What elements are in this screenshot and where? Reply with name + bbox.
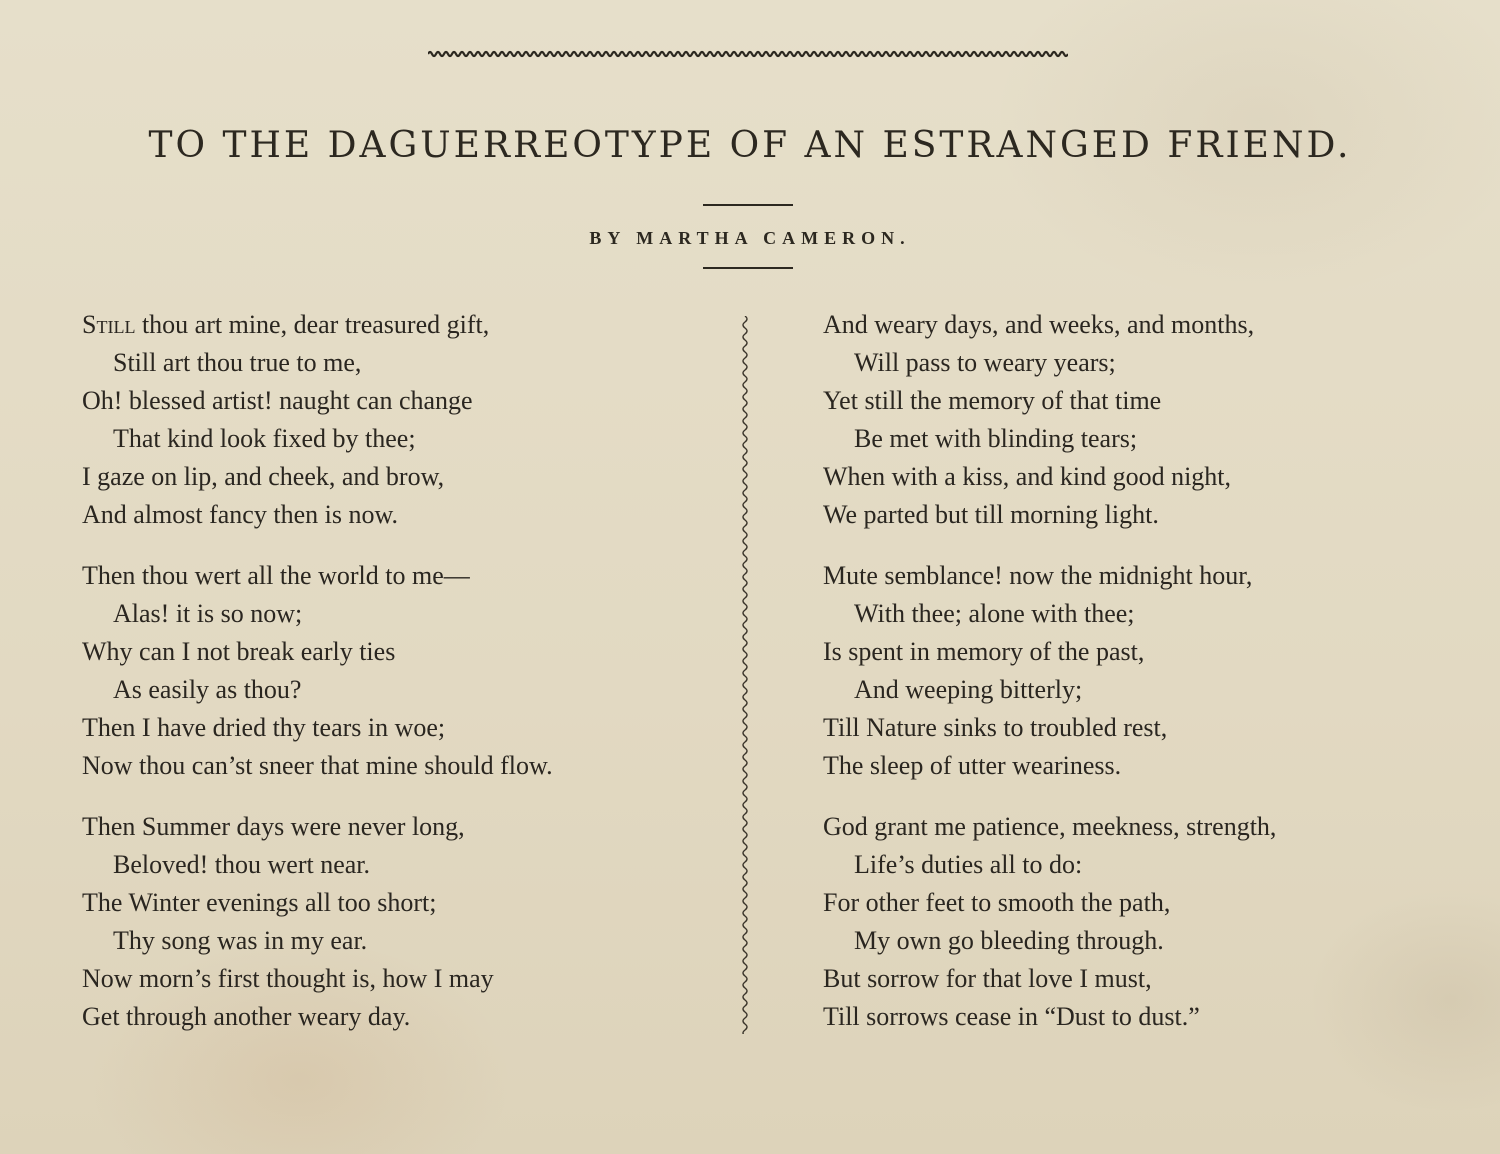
poem-line: As easily as thou? — [113, 675, 302, 704]
wavy-ornamental-rule — [428, 46, 1068, 62]
poem-line: Mute semblance! now the midnight hour, — [823, 561, 1253, 590]
poem-line: Be met with blinding tears; — [854, 424, 1138, 453]
poem-opening-word: Still — [82, 310, 136, 339]
poem-line: When with a kiss, and kind good night, — [823, 462, 1232, 491]
poem-byline: BY MARTHA CAMERON. — [589, 228, 911, 248]
column-divider-wavy-line — [738, 316, 752, 1034]
poem-line: The sleep of utter weariness. — [823, 751, 1122, 780]
poem-line: Get through another weary day. — [82, 1002, 411, 1031]
poem-line: Is spent in memory of the past, — [823, 637, 1145, 666]
poem-line: We parted but till morning light. — [823, 500, 1159, 529]
poem-line: Thy song was in my ear. — [113, 926, 368, 955]
poem-line: That kind look fixed by thee; — [113, 424, 416, 453]
poem-line: With thee; alone with thee; — [854, 599, 1135, 628]
poem-line: Then I have dried thy tears in woe; — [82, 713, 446, 742]
poem-line: And weeping bitterly; — [854, 675, 1083, 704]
poem-line: And almost fancy then is now. — [82, 500, 399, 529]
stanza — [823, 306, 1473, 534]
poem-line: For other feet to smooth the path, — [823, 888, 1171, 917]
poem-line: Alas! it is so now; — [113, 599, 303, 628]
poem-line: Till sorrows cease in “Dust to dust.” — [823, 1002, 1200, 1031]
stanza — [82, 557, 732, 785]
poem-line: The Winter evenings all too short; — [82, 888, 437, 917]
poem-line: Will pass to weary years; — [854, 348, 1116, 377]
poem-line: Then Summer days were never long, — [82, 812, 465, 841]
poem-line: Why can I not break early ties — [82, 637, 396, 666]
poem-line: Now thou can’st sneer that mine should flow. — [82, 751, 553, 780]
poem-left-column — [82, 306, 732, 1059]
title-divider-rule — [703, 204, 793, 206]
byline-divider-rule — [703, 267, 793, 269]
stanza — [823, 557, 1473, 785]
poem-line — [82, 306, 732, 344]
poem-line: Life’s duties all to do: — [854, 850, 1083, 879]
poem-line: Then thou wert all the world to me— — [82, 561, 470, 590]
poem-line: Now morn’s first thought is, how I may — [82, 964, 494, 993]
stanza — [82, 808, 732, 1036]
poem-line: Yet still the memory of that time — [823, 386, 1162, 415]
stanza — [823, 808, 1473, 1036]
poem-line-rest: thou art mine, dear treasured gift, — [135, 310, 490, 339]
poem-line: And weary days, and weeks, and months, — [823, 310, 1255, 339]
poem-line: My own go bleeding through. — [854, 926, 1164, 955]
poem-line: Till Nature sinks to troubled rest, — [823, 713, 1168, 742]
poem-line: Oh! blessed artist! naught can change — [82, 386, 473, 415]
poem-line: Beloved! thou wert near. — [113, 850, 371, 879]
poem-title: TO THE DAGUERREOTYPE OF AN ESTRANGED FRIEND. — [148, 125, 1352, 166]
poem-line: Still art thou true to me, — [113, 348, 362, 377]
stanza — [82, 306, 732, 534]
poem-right-column — [823, 306, 1473, 1059]
poem-line: I gaze on lip, and cheek, and brow, — [82, 462, 445, 491]
poem-line: But sorrow for that love I must, — [823, 964, 1152, 993]
poem-line: God grant me patience, meekness, strength, — [823, 812, 1277, 841]
